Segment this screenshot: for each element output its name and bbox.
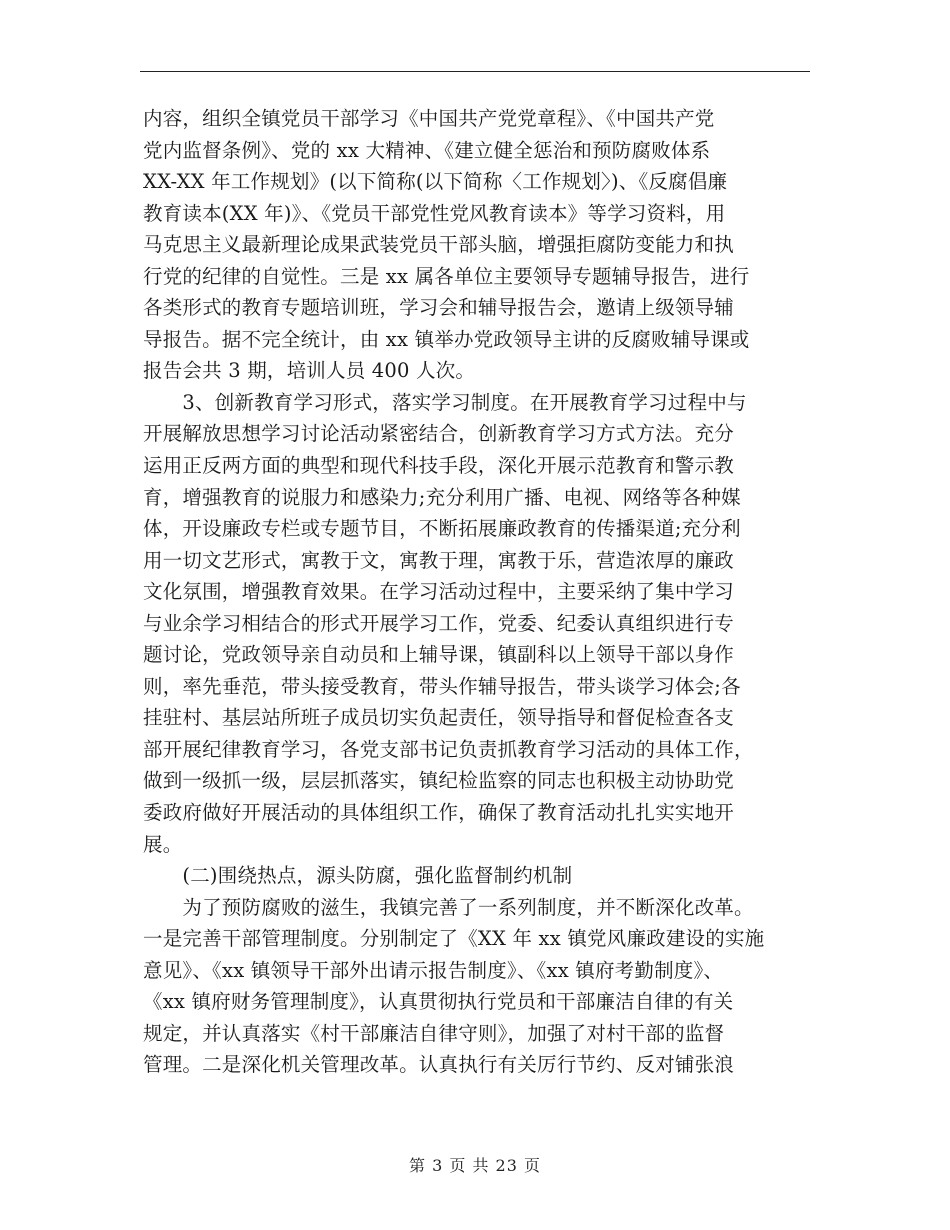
section-heading: (二)围绕热点，源头防腐，强化监督制约机制	[143, 864, 573, 888]
text-line: 行党的纪律的自觉性。三是 xx 属各单位主要领导专题辅导报告，进行	[143, 264, 750, 288]
text-line: 一是完善干部管理制度。分别制定了《XX 年 xx 镇党风廉政建设的实施	[143, 927, 765, 951]
text-line: 运用正反两方面的典型和现代科技手段，深化开展示范教育和警示教	[143, 454, 735, 478]
text-line: 开展解放思想学习讨论活动紧密结合，创新教育学习方式方法。充分	[143, 422, 735, 446]
text-line: 《xx 镇府财务管理制度》，认真贯彻执行党员和干部廉洁自律的有关	[143, 990, 734, 1014]
text-line: 内容，组织全镇党员干部学习《中国共产党党章程》、《中国共产党	[143, 107, 715, 130]
text-line: 题讨论，党政领导亲自动员和上辅导课，镇副科以上领导干部以身作	[143, 643, 735, 667]
text-line: 党内监督条例》、党的 xx 大精神、《建立健全惩治和预防腐败体系	[143, 138, 711, 162]
text-line: 报告会共 3 期，培训人员 400 人次。	[143, 359, 476, 383]
document-body	[143, 103, 807, 1081]
text-line: 3、创新教育学习形式，落实学习制度。在开展教育学习过程中与	[143, 390, 747, 414]
text-line: 意见》、《xx 镇领导干部外出请示报告制度》、《xx 镇府考勤制度》、	[143, 958, 724, 982]
text-line: 规定，并认真落实《村干部廉洁自律守则》，加强了对村干部的监督	[143, 1021, 725, 1045]
text-line: 管理。二是深化机关管理改革。认真执行有关厉行节约、反对铺张浪	[143, 1053, 735, 1077]
text-line: 导报告。据不完全统计，由 xx 镇举办党政领导主讲的反腐败辅导课或	[143, 327, 750, 351]
header-divider	[140, 71, 810, 72]
text-line: 展。	[143, 832, 183, 856]
text-line: 马克思主义最新理论成果武装党员干部头脑，增强拒腐防变能力和执	[143, 233, 735, 257]
text-line: 育，增强教育的说服力和感染力;充分利用广播、电视、网络等各种媒	[143, 485, 741, 509]
text-line: 则，率先垂范，带头接受教育，带头作辅导报告，带头谈学习体会;各	[143, 674, 741, 698]
text-line: XX-XX 年工作规划》(以下简称(以下简称〈工作规划〉)、《反腐倡廉	[143, 170, 728, 194]
text-line: 文化氛围，增强教育效果。在学习活动过程中，主要采纳了集中学习	[143, 580, 735, 604]
text-line: 为了预防腐败的滋生，我镇完善了一系列制度，并不断深化改革。	[143, 895, 754, 919]
text-line: 各类形式的教育专题培训班，学习会和辅导报告会，邀请上级领导辅	[143, 296, 735, 320]
text-line: 用一切文艺形式，寓教于文，寓教于理，寓教于乐，营造浓厚的廉政	[143, 548, 735, 572]
text-line: 做到一级抓一级，层层抓落实，镇纪检监察的同志也积极主动协助党	[143, 769, 735, 793]
text-line: 委政府做好开展活动的具体组织工作，确保了教育活动扎扎实实地开	[143, 801, 735, 825]
text-line: 体，开设廉政专栏或专题节目，不断拓展廉政教育的传播渠道;充分利	[143, 517, 741, 541]
text-line: 与业余学习相结合的形式开展学习工作，党委、纪委认真组织进行专	[143, 611, 735, 635]
text-line: 挂驻村、基层站所班子成员切实负起责任，领导指导和督促检查各支	[143, 706, 735, 730]
text-line: 教育读本(XX 年)》、《党员干部党性党风教育读本》等学习资料，用	[143, 201, 726, 225]
page-number-footer: 第 3 页 共 23 页	[409, 1156, 541, 1175]
text-line: 部开展纪律教育学习，各党支部书记负责抓教育学习活动的具体工作，	[143, 737, 754, 761]
